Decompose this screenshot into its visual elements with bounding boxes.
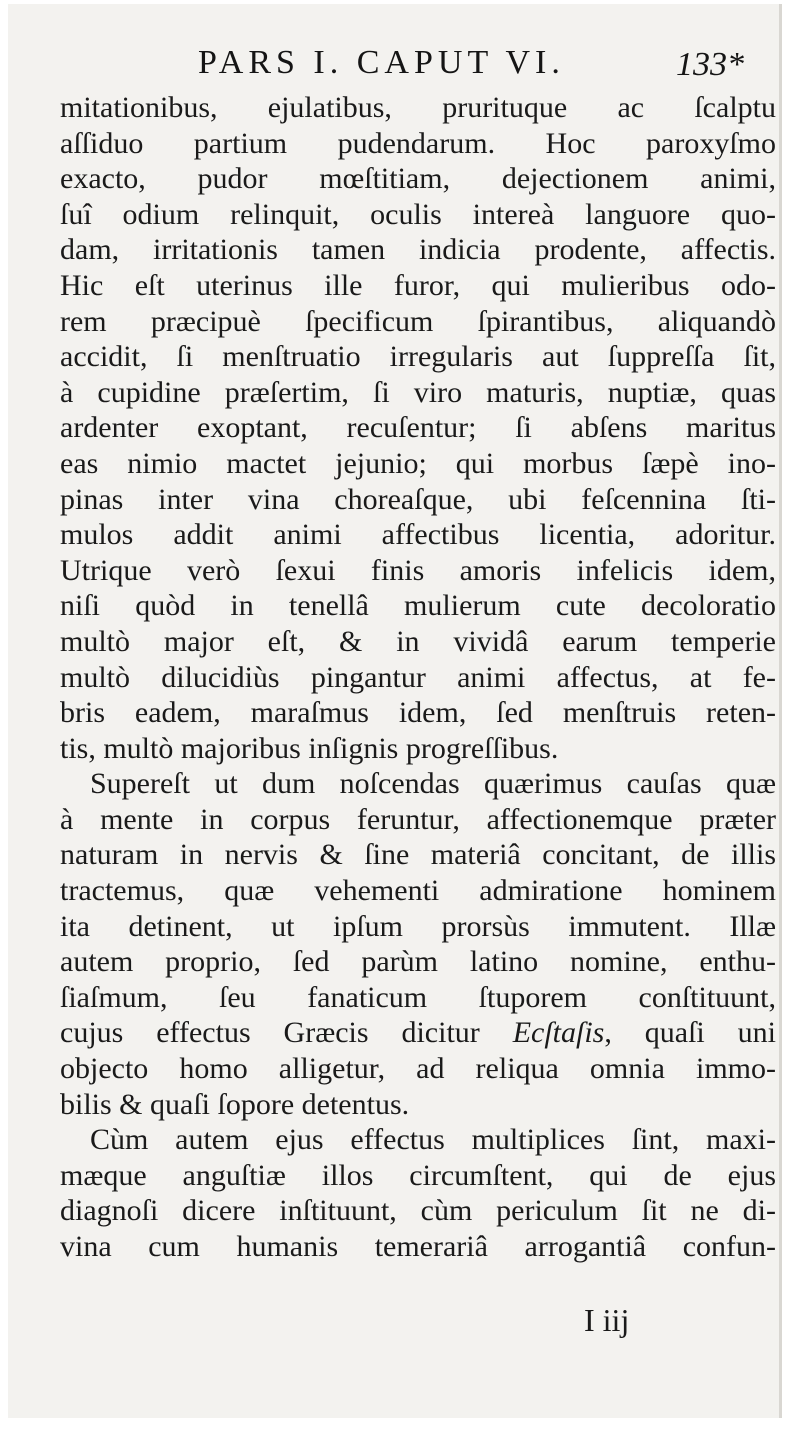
text-line-with-italic xyxy=(60,1015,776,1051)
running-head xyxy=(198,44,758,94)
text-segment: , quaſi uni xyxy=(604,1016,776,1050)
text-line: ſuî odium relinquit, oculis intereà languore quo- xyxy=(60,197,776,231)
text-segment: cujus effectus Græcis dicitur xyxy=(60,1016,513,1050)
text-line: aſſiduo partium pudendarum. Hoc paroxyſmo xyxy=(60,126,776,160)
text-line: ardenter exoptant, recuſentur; ſi abſens maritus xyxy=(60,411,776,445)
body-text xyxy=(60,90,776,1265)
text-line: mitationibus, ejulatibus, prurituque ac ſcalptu xyxy=(60,91,776,124)
text-line: tis, multò majoribus inſignis progreſſibus. xyxy=(60,731,559,765)
text-line: bris eadem, maraſmus idem, ſed menſtruis reten- xyxy=(60,696,776,730)
text-line: mulos addit animi affectibus licentia, adoritur. xyxy=(60,518,776,552)
text-line: Hic eſt uterinus ille furor, qui mulieribus odo- xyxy=(60,268,776,302)
page-number: 133* xyxy=(676,46,744,83)
text-line: Supereſt ut dum noſcendas quærimus cauſas quæ xyxy=(90,767,776,801)
text-line: exacto, pudor mœſtitiam, dejectionem animi, xyxy=(60,162,776,196)
text-line: Cùm autem ejus effectus multiplices ſint, maxi- xyxy=(90,1123,776,1157)
text-line: multò dilucidiùs pingantur animi affectus, at fe- xyxy=(60,660,776,694)
text-line: multò major eſt, & in vividâ earum temperie xyxy=(60,624,776,658)
text-line: tractemus, quæ vehementi admiratione hominem xyxy=(60,874,776,908)
text-line: mæque anguſtiæ illos circumſtent, qui de ejus xyxy=(60,1158,776,1192)
text-line: diagnoſi dicere inſtituunt, cùm periculum ſit ne di- xyxy=(60,1194,776,1228)
text-line: Utrique verò ſexui finis amoris infelicis idem, xyxy=(60,553,776,587)
signature-mark: I iij xyxy=(584,1302,630,1338)
text-line: vina cum humanis temerariâ arrogantiâ confun- xyxy=(60,1230,776,1263)
text-line: à mente in corpus feruntur, affectionemque præter xyxy=(60,802,776,836)
text-line: ſiaſmum, ſeu fanaticum ſtuporem conſtituunt, xyxy=(60,980,776,1014)
text-line: ita detinent, ut ipſum prorsùs immutent. Illæ xyxy=(60,909,776,943)
text-line: eas nimio mactet jejunio; qui morbus ſæpè ino- xyxy=(60,446,776,480)
text-line: bilis & quaſi ſopore detentus. xyxy=(60,1087,410,1121)
text-line: rem præcipuè ſpecificum ſpirantibus, aliquandò xyxy=(60,304,776,338)
text-line: accidit, ſi menſtruatio irregularis aut ſuppreſſa ſit, xyxy=(60,340,776,374)
running-head-title: PARS I. CAPUT VI. xyxy=(198,44,565,81)
text-line: à cupidine præſertim, ſi viro maturis, nuptiæ, quas xyxy=(60,375,776,409)
text-line: naturam in nervis & ſine materiâ concitant, de illis xyxy=(60,838,776,872)
book-page xyxy=(8,4,782,1418)
text-line: niſi quòd in tenellâ mulierum cute decoloratio xyxy=(60,589,776,623)
text-line: pinas inter vina choreaſque, ubi feſcennina ſti- xyxy=(60,482,776,516)
text-line: objecto homo alligetur, ad reliqua omnia immo- xyxy=(60,1052,776,1086)
italic-term: Ecſtaſis xyxy=(512,1016,605,1050)
text-line: dam, irritationis tamen indicia prodente, affectis. xyxy=(60,233,776,267)
text-line: autem proprio, ſed parùm latino nomine, enthu- xyxy=(60,945,776,979)
